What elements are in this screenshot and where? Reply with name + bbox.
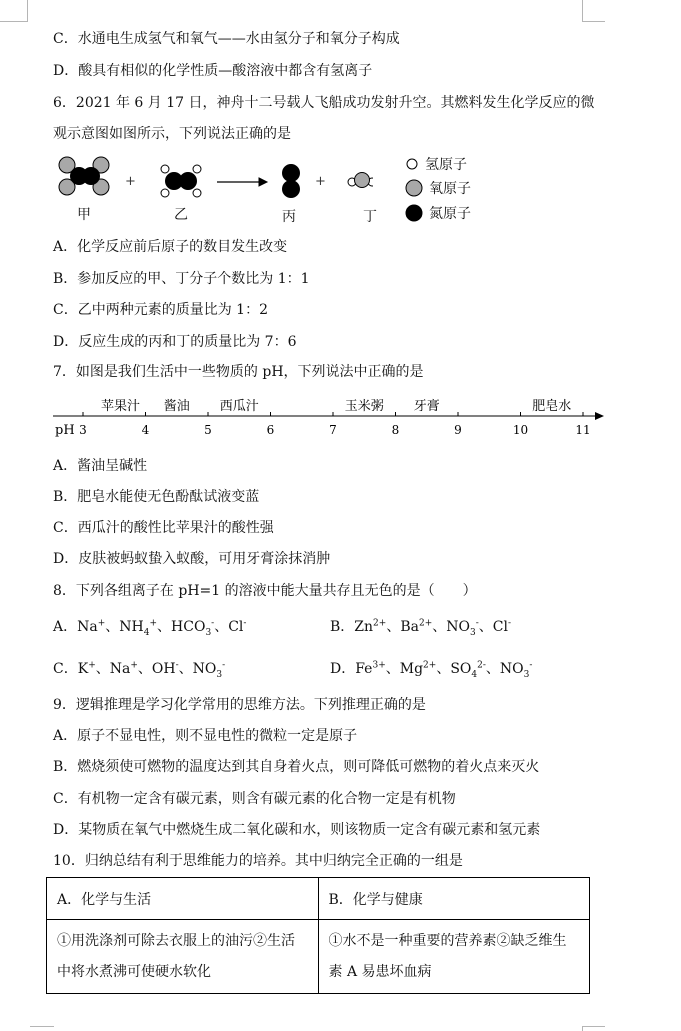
q9-option-d: D．某物质在氧气中燃烧生成二氧化碳和水，则该物质一定含有碳元素和氢元素 <box>53 822 541 838</box>
reaction-arrowhead <box>259 178 267 186</box>
molecule-jia <box>59 157 109 195</box>
plus-sign: + <box>125 174 136 189</box>
q7-option-c: C．西瓜汁的酸性比苹果汁的酸性强 <box>53 520 274 536</box>
corner-mark-top-left <box>0 0 28 22</box>
ph-axis-label: pH <box>55 423 75 438</box>
molecule-drawings <box>53 152 373 226</box>
q8-option-b: B．$Zn^{2+}$、$Ba^{2+}$、$NO_3^-$、Cl- <box>330 618 512 638</box>
q6-option-d: D．反应生成的丙和丁的质量比为 7：6 <box>53 334 297 350</box>
q7-stem: 7．如图是我们生活中一些物质的 pH，下列说法中正确的是 <box>53 364 424 380</box>
ph-tick-label: 8 <box>391 423 400 437</box>
oxygen-atom-icon <box>405 179 423 197</box>
label-yi: 乙 <box>174 207 188 223</box>
q10-b-body: ①水不是一种重要的营养素②缺乏维生素 A 易患坏血病 <box>318 920 590 994</box>
ph-axis-arrowhead <box>595 412 604 420</box>
legend-hydrogen <box>405 154 467 174</box>
hydrogen-atom-icon <box>405 157 419 171</box>
q8-option-a: A．Na+、$NH_4^+$、$HCO_3^-$、Cl- <box>53 618 247 638</box>
ph-substance-label: 苹果汁 <box>100 399 141 414</box>
yi-hydrogen-atom <box>161 189 169 197</box>
ph-tick-label: 3 <box>79 423 87 437</box>
ph-tick-label: 7 <box>329 423 337 437</box>
jia-nitrogen-atom <box>83 168 100 185</box>
q9-option-c: C．有机物一定含有碳元素，则含有碳元素的化合物一定是有机物 <box>53 791 456 807</box>
q10-b-title: B．化学与健康 <box>318 878 590 920</box>
ph-tick-label: 5 <box>204 423 212 437</box>
ph-substance-label: 肥皂水 <box>532 399 572 414</box>
ding-oxygen-atom <box>355 173 370 188</box>
molecule-bing <box>283 165 300 198</box>
legend-hydrogen-label: 氢原子 <box>425 157 467 173</box>
q7-option-d: D．皮肤被蚂蚁蛰入蚁酸，可用牙膏涂抹消肿 <box>53 551 331 567</box>
q7-option-a: A．酱油呈碱性 <box>53 458 148 474</box>
nitrogen-atom-icon <box>405 204 423 222</box>
legend-nitrogen <box>405 203 471 223</box>
label-ding: 丁 <box>363 209 377 225</box>
ph-tick-label: 10 <box>512 423 529 437</box>
yi-hydrogen-atom <box>193 189 201 197</box>
ph-tick-label: 11 <box>575 423 591 437</box>
ph-tick-label: 6 <box>266 423 275 437</box>
q9-option-a: A．原子不显电性，则不显电性的微粒一定是原子 <box>53 728 358 744</box>
legend-oxygen-label: 氧原子 <box>429 181 471 197</box>
q6-option-a: A．化学反应前后原子的数目发生改变 <box>53 239 288 255</box>
q9-option-b: B．燃烧须使可燃物的温度达到其自身着火点，则可降低可燃物的着火点来灭火 <box>53 759 540 775</box>
corner-mark-bottom-left <box>30 1026 54 1031</box>
q9-stem: 9．逻辑推理是学习化学常用的思维方法。下列推理正确的是 <box>53 697 426 713</box>
yi-nitrogen-atom <box>180 173 197 190</box>
bing-nitrogen-atom <box>283 165 300 182</box>
bing-nitrogen-atom <box>283 181 300 198</box>
ph-tick-label: 4 <box>141 423 150 437</box>
q10-stem: 10．归纳总结有利于思维能力的培养。其中归纳完全正确的一组是 <box>53 853 463 869</box>
ph-scale <box>53 396 613 438</box>
yi-hydrogen-atom <box>193 165 201 173</box>
ph-tick-label: 9 <box>454 423 462 437</box>
corner-mark-top-right <box>582 0 605 22</box>
q6-option-c: C．乙中两种元素的质量比为 1：2 <box>53 302 268 318</box>
label-bing: 丙 <box>282 209 296 225</box>
ph-substance-label: 玉米粥 <box>344 399 384 414</box>
plus-sign: + <box>315 174 326 189</box>
q10-a-title: A．化学与生活 <box>47 878 319 920</box>
q10-table <box>46 877 590 994</box>
q8-option-d: D．$Fe^{3+}$、$Mg^{2+}$、$SO_4^{2-}$、$NO_3^-$ <box>330 660 533 680</box>
label-jia: 甲 <box>77 207 91 223</box>
molecule-yi <box>161 165 201 197</box>
q7-option-b: B．肥皂水能使无色酚酞试液变蓝 <box>53 489 260 505</box>
yi-hydrogen-atom <box>161 165 169 173</box>
legend-nitrogen-label: 氮原子 <box>429 206 471 222</box>
ph-substance-label: 酱油 <box>163 399 190 414</box>
molecule-ding <box>348 173 373 188</box>
q10-a-body: ①用洗涤剂可除去衣服上的油污②生活中将水煮沸可使硬水软化 <box>47 920 319 994</box>
ph-substance-label: 牙膏 <box>413 399 440 414</box>
q6-stem-line1: 6．2021 年 6 月 17 日，神舟十二号载人飞船成功发射升空。其燃料发生化学反应的微 <box>53 95 595 111</box>
q6-stem-line2: 观示意图如图所示，下列说法正确的是 <box>53 126 291 142</box>
ph-substance-label: 西瓜汁 <box>219 399 259 414</box>
q5-option-d: D．酸具有相似的化学性质—酸溶液中都含有氢离子 <box>53 63 373 79</box>
q6-option-b: B．参加反应的甲、丁分子个数比为 1：1 <box>53 271 310 287</box>
q5-option-c: C．水通电生成氢气和氧气——水由氢分子和氧分子构成 <box>53 31 400 47</box>
corner-mark-bottom-right <box>582 1026 605 1031</box>
legend-oxygen <box>405 178 471 198</box>
q8-option-c: C．K+、Na+、OH-、$NO_3^-$ <box>53 660 226 680</box>
q8-stem: 8．下列各组离子在 pH=1 的溶液中能大量共存且无色的是（ ） <box>53 583 477 599</box>
